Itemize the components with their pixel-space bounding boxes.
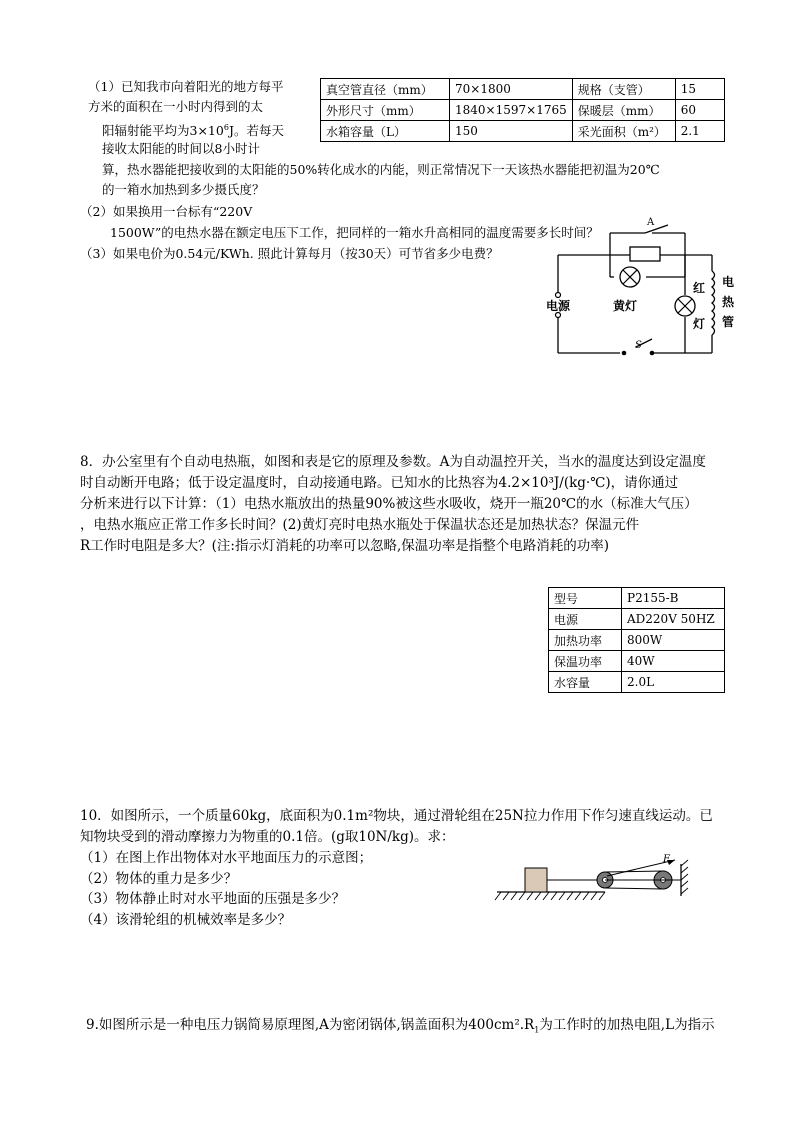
table-cell: 15 — [675, 79, 724, 100]
q7-line-8: 1500W”的电热水器在额定电压下工作，把同样的一箱水升高相同的温度需要多长时间？ — [110, 225, 599, 240]
label-power-source: 电源 — [546, 299, 571, 313]
q7-line-1: （1）已知我市向着阳光的地方每平 — [88, 79, 284, 94]
q10-line-5: （3）物体静止时对水平地面的压强是多少？ — [80, 891, 346, 907]
table-cell: 70×1800 — [450, 79, 573, 100]
q7-line-7: （2）如果换用一台标有“220V — [80, 204, 253, 219]
q8-line-1: 8．办公室里有个自动电热瓶，如图和表是它的原理及参数。A为自动温控开关，当水的温度达到设定温度 — [80, 454, 706, 470]
table-cell: 2.0L — [622, 672, 725, 693]
table-row — [321, 100, 725, 121]
label-heater-3: 管 — [722, 315, 735, 329]
label-red-1: 红 — [693, 281, 706, 295]
table-cell: 800W — [622, 630, 725, 651]
q10-line-6: （4）该滑轮组的机械效率是多少？ — [80, 912, 292, 928]
q10-line-4: （2）物体的重力是多少？ — [80, 871, 238, 887]
label-red-2: 灯 — [693, 317, 706, 331]
label-heater-1: 电 — [722, 275, 735, 289]
table-cell: 外形尺寸（mm） — [321, 100, 450, 121]
table-row — [321, 121, 725, 142]
table-cell: 水容量 — [549, 672, 622, 693]
q7-line-6: 的一箱水加热到多少摄氏度？ — [102, 182, 265, 197]
table-row — [549, 630, 725, 651]
circuit-diagram — [540, 215, 740, 360]
q10-line-3: （1）在图上作出物体对水平地面压力的示意图； — [80, 850, 373, 866]
table-cell: 保暖层（mm） — [572, 100, 675, 121]
q8-spec-table — [548, 587, 725, 693]
q8-line-3: 分析来进行以下计算：（1）电热水瓶放出的热量90%被这些水吸收，烧开一瓶20℃的水（标准大气压） — [80, 496, 698, 512]
table-cell: 40W — [622, 651, 725, 672]
q8-line-2: 时自动断开电路；低于设定温度时，自动接通电路。已知水的比热容为4.2×10³J/(kg·℃)，请你通过 — [80, 475, 679, 491]
table-cell: 型号 — [549, 588, 622, 609]
q8-line-5: R工作时电阻是多大？(注:指示灯消耗的功率可以忽略,保温功率是指整个电路消耗的功率) — [80, 538, 610, 554]
q7-line-9: （3）如果电价为0.54元/KWh. 照此计算每月（按30天）可节省多少电费？ — [80, 246, 499, 261]
table-row — [549, 672, 725, 693]
q7-line-4: 接收太阳能的时间以8小时计 — [102, 141, 260, 156]
table-row — [549, 651, 725, 672]
table-cell: 60 — [675, 100, 724, 121]
table-row — [549, 588, 725, 609]
table-cell: 电源 — [549, 609, 622, 630]
label-s: S — [635, 340, 642, 351]
label-a: A — [647, 217, 655, 228]
table-cell: 保温功率 — [549, 651, 622, 672]
q7-line-2: 方米的面积在一小时内得到的太 — [88, 99, 264, 114]
q10-line-1: 10．如图所示，一个质量60kg，底面积为0.1m²物块，通过滑轮组在25N拉力作用下作匀速直线运动。已 — [80, 808, 713, 824]
label-force-f: F — [663, 854, 670, 865]
table-row — [321, 79, 725, 100]
q9-line-1: 9.如图所示是一种电压力锅简易原理图,A为密闭锅体,锅盖面积为$400cm^2.R_1$为工作时的加热电阻,L为指示 — [86, 1017, 715, 1035]
table-cell: 2.1 — [675, 121, 724, 142]
label-heater-2: 热 — [722, 295, 735, 309]
pulley-diagram — [495, 850, 695, 902]
q7-line-5: 算，热水器能把接收到的太阳能的50%转化成水的内能，则正常情况下一天该热水器能把初温为20℃ — [102, 162, 660, 177]
table-cell: 规格（支管） — [572, 79, 675, 100]
label-yellow-lamp: 黄灯 — [613, 299, 638, 313]
table-row — [549, 609, 725, 630]
q8-line-4: ，电热水瓶应正常工作多长时间？(2)黄灯亮时电热水瓶处于保温状态还是加热状态？保温元件 — [80, 517, 640, 533]
table-cell: 加热功率 — [549, 630, 622, 651]
table-cell: P2155-B — [622, 588, 725, 609]
table-cell: 采光面积（m²） — [572, 121, 675, 142]
q7-spec-table — [320, 78, 725, 142]
table-cell: 1840×1597×1765 — [450, 100, 573, 121]
q7-line-3: 阳辐射能平均为$3\times 10^6J$。若每天 — [102, 123, 284, 139]
table-cell: 150 — [450, 121, 573, 142]
table-cell: AD220V 50HZ — [622, 609, 725, 630]
q10-line-2: 知物块受到的滑动摩擦力为物重的0.1倍。(g取10N/kg)。求： — [80, 829, 455, 845]
table-cell: 水箱容量（L） — [321, 121, 450, 142]
table-cell: 真空管直径（mm） — [321, 79, 450, 100]
